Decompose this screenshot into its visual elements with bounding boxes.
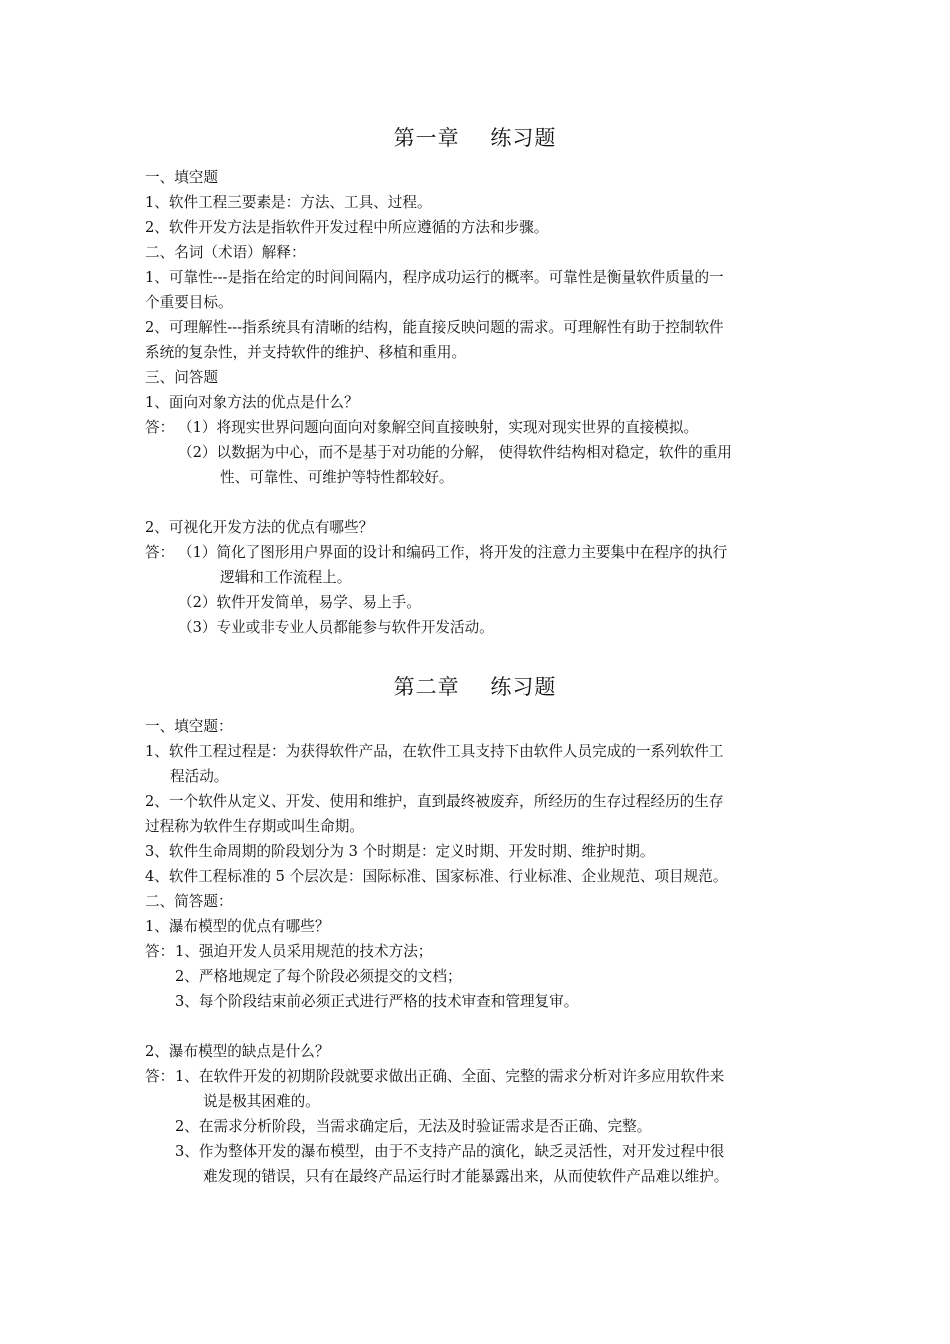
ch2-q2-answer-1-line-1: 1、在软件开发的初期阶段就要求做出正确、全面、完整的需求分析对许多应用软件来 [175, 1068, 725, 1085]
ch1-q1-answer-prefix: 答： [145, 419, 175, 436]
ch1-fill-item-1: 1、软件工程三要素是：方法、工具、过程。 [145, 194, 432, 211]
ch1-term-2-line-1: 2、可理解性---指系统具有清晰的结构，能直接反映问题的需求。可理解性有助于控制软件 [145, 319, 724, 336]
ch1-qa-heading: 三、问答题 [145, 369, 218, 386]
ch1-term-1-line-1: 1、可靠性---是指在给定的时间间隔内，程序成功运行的概率。可靠性是衡量软件质量的一 [145, 269, 724, 286]
ch2-fill-item-4: 4、软件工程标准的 5 个层次是：国际标准、国家标准、行业标准、企业规范、项目规范。 [145, 868, 728, 885]
ch2-q2-answer-2: 2、在需求分析阶段，当需求确定后，无法及时验证需求是否正确、完整。 [175, 1118, 652, 1135]
chapter-1-title: 第一章 练习题 [393, 126, 557, 150]
ch1-q2-answer-2: （2）软件开发简单，易学、易上手。 [178, 594, 421, 611]
ch2-q1-answer-2: 2、严格地规定了每个阶段必须提交的文档； [175, 968, 462, 985]
ch2-fill-item-1-line-1: 1、软件工程过程是：为获得软件产品，在软件工具支持下由软件人员完成的一系列软件工 [145, 743, 724, 760]
ch2-fill-heading: 一、填空题： [145, 718, 233, 735]
ch2-q1-answer-prefix: 答： [145, 943, 175, 960]
ch1-q2-answer-1-line-1: （1）简化了图形用户界面的设计和编码工作，将开发的注意力主要集中在程序的执行 [178, 544, 728, 561]
ch1-q2-question: 2、可视化开发方法的优点有哪些？ [145, 519, 374, 536]
ch1-q1-question: 1、面向对象方法的优点是什么？ [145, 394, 359, 411]
ch2-fill-item-3: 3、软件生命周期的阶段划分为 3 个时期是：定义时期、开发时期、维护时期。 [145, 843, 655, 860]
ch2-q1-answer-3: 3、每个阶段结束前必须正式进行严格的技术审查和管理复审。 [175, 993, 579, 1010]
ch2-q2-answer-3-line-2: 难发现的错误，只有在最终产品运行时才能暴露出来，从而使软件产品难以维护。 [203, 1168, 729, 1185]
ch1-q1-answer-2-line-2: 性、可靠性、可维护等特性都较好。 [220, 469, 454, 486]
ch2-fill-item-2-line-1: 2、一个软件从定义、开发、使用和维护，直到最终被废弃，所经历的生存过程经历的生存 [145, 793, 724, 810]
ch1-q2-answer-prefix: 答： [145, 544, 175, 561]
ch1-q1-answer-2-line-1: （2）以数据为中心，而不是基于对功能的分解， 使得软件结构相对稳定，软件的重用 [178, 444, 732, 461]
ch1-q2-answer-1-line-2: 逻辑和工作流程上。 [220, 569, 352, 586]
ch1-fill-heading: 一、填空题 [145, 169, 218, 186]
ch2-fill-item-1-line-2: 程活动。 [170, 768, 229, 785]
ch2-q1-question: 1、瀑布模型的优点有哪些？ [145, 918, 330, 935]
chapter-2-title: 第二章 练习题 [393, 675, 557, 699]
ch1-terms-heading: 二、名词（术语）解释： [145, 244, 306, 261]
ch2-q2-answer-1-line-2: 说是极其困难的。 [203, 1093, 320, 1110]
ch2-short-heading: 二、简答题： [145, 893, 233, 910]
ch1-fill-item-2: 2、软件开发方法是指软件开发过程中所应遵循的方法和步骤。 [145, 219, 549, 236]
ch2-q1-answer-1: 1、强迫开发人员采用规范的技术方法； [175, 943, 433, 960]
ch2-q2-answer-prefix: 答： [145, 1068, 175, 1085]
ch1-q2-answer-3: （3）专业或非专业人员都能参与软件开发活动。 [178, 619, 494, 636]
ch1-term-2-line-2: 系统的复杂性，并支持软件的维护、移植和重用。 [145, 344, 467, 361]
ch2-q2-question: 2、瀑布模型的缺点是什么？ [145, 1043, 330, 1060]
ch1-term-1-line-2: 个重要目标。 [145, 294, 233, 311]
ch2-q2-answer-3-line-1: 3、作为整体开发的瀑布模型，由于不支持产品的演化，缺乏灵活性，对开发过程中很 [175, 1143, 725, 1160]
ch2-fill-item-2-line-2: 过程称为软件生存期或叫生命期。 [145, 818, 364, 835]
ch1-q1-answer-1: （1）将现实世界问题向面向对象解空间直接映射，实现对现实世界的直接模拟。 [178, 419, 699, 436]
